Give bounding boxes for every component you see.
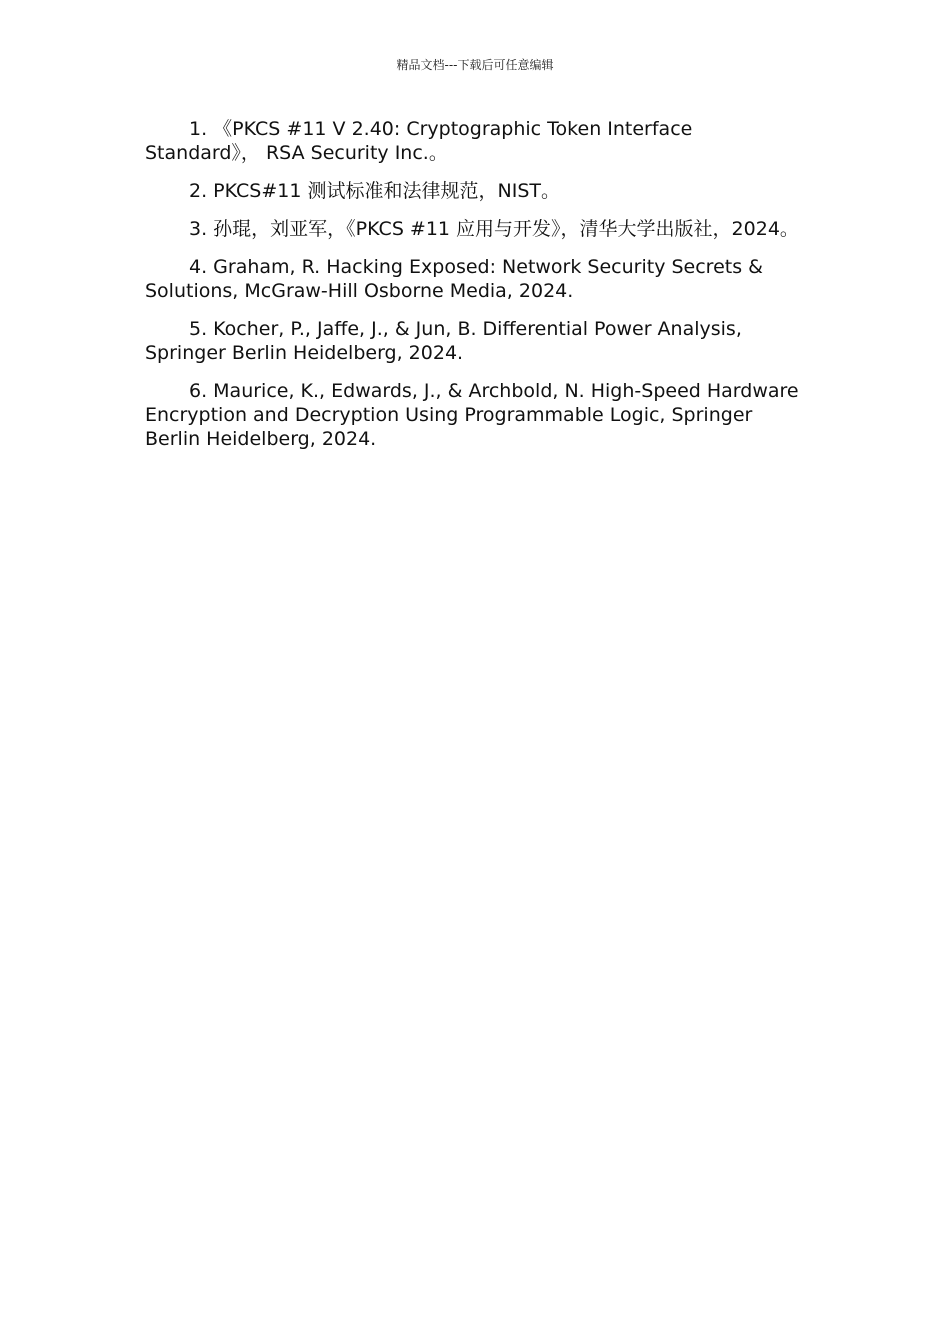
reference-item-4: 4. Graham, R. Hacking Exposed: Network Security Secrets & Solutions, McGraw-Hill Osborne Media, 2024.: [145, 256, 763, 302]
reference-item-6: 6. Maurice, K., Edwards, J., & Archbold, N. High-Speed Hardware Encryption and Decryption Using Programmable Logic, Springer Berlin Heidelberg, 2024.: [145, 380, 799, 450]
reference-item-1: 1. 《PKCS #11 V 2.40: Cryptographic Token Interface Standard》， RSA Security Inc.。: [145, 118, 693, 164]
reference-item-5: 5. Kocher, P., Jaffe, J., & Jun, B. Differential Power Analysis, Springer Berlin Heidelberg, 2024.: [145, 318, 742, 364]
reference-item-2: 2. PKCS#11 测试标准和法律规范，NIST。: [189, 180, 560, 202]
reference-item-3: 3. 孙琨，刘亚军，《PKCS #11 应用与开发》，清华大学出版社，2024。: [189, 218, 799, 240]
reference-list: [145, 117, 805, 465]
page-header: 精品文档---下载后可任意编辑: [396, 58, 554, 72]
